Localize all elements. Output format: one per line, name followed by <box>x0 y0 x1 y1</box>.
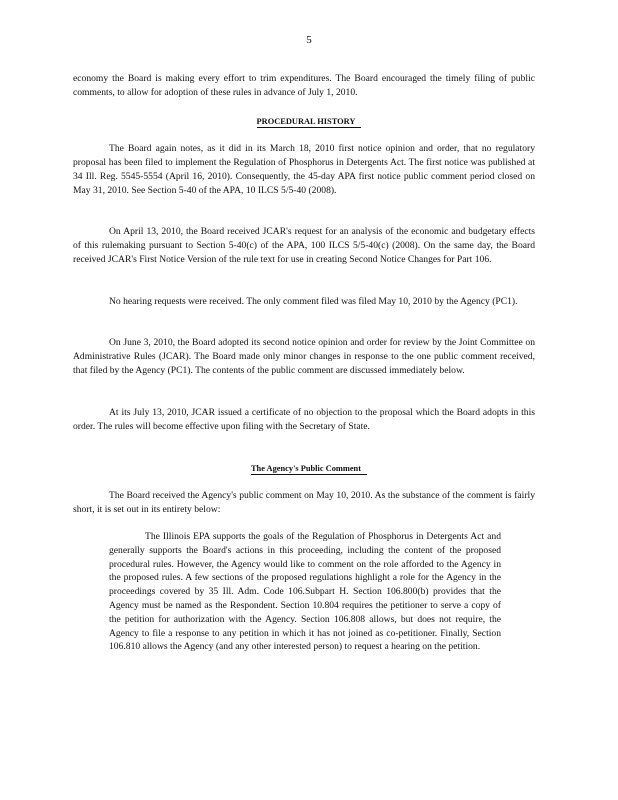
procedural-history-heading <box>0 117 618 128</box>
history-paragraph-2: On April 13, 2010, the Board received JCAR's request for an analysis of the economic and budgetary effects of this rulemaking pursuant to Section 5-40(c) of the APA, 100 ILCS 5/5-40(c) (2008). On the same day, the Board received JCAR's First Notice Version of the rule text for use in creating Second Notice Changes for Part 106. <box>73 226 535 265</box>
history-paragraph-5: At its July 13, 2010, JCAR issued a certificate of no objection to the proposal which the Board adopts in this order. The rules will become effective upon filing with the Secretary of State. <box>73 407 535 432</box>
agency-comment-quote: The Illinois EPA supports the goals of the Regulation of Phosphorus in Detergents Act and generally supports the Board's actions in this proceeding, including the content of the proposed procedural rules. However, the Agency would like to comment on the role afforded to the Agency in the proposed rules. A few sections of the proposed regulations highlight a role for the Agency in the proceedings covered by 35 Ill. Adm. Code 106.Subpart H. Section 106.800(b) provides that the Agency must be named as the Respondent. Section 10.804 requires the petitioner to serve a copy of the petition for authorization with the Agency. Section 106.808 allows, but does not require, the Agency to file a response to any petition in which it has not joined as co-petitioner. Finally, Section 106.810 allows the Agency (and any other interested person) to request a hearing on the petition. <box>109 531 501 653</box>
agency-comment-intro: The Board received the Agency's public comment on May 10, 2010. As the substance of the comment is fairly short, it is set out in its entirety below: <box>73 490 535 515</box>
history-paragraph-4: On June 3, 2010, the Board adopted its second notice opinion and order for review by the Joint Committee on Administrative Rules (JCAR). The Board made only minor changes in response to the one public comment received, that filed by the Agency (PC1). The contents of the public comment are discussed immediately below. <box>73 337 535 376</box>
agency-comment-heading <box>0 464 618 475</box>
history-paragraph-1: The Board again notes, as it did in its March 18, 2010 first notice opinion and order, that no regulatory proposal has been filed to implement the Regulation of Phosphorus in Detergents Act. The first notice was published at 34 Ill. Reg. 5545-5554 (April 16, 2010). Consequently, the 45-day APA first notice public comment period closed on May 31, 2010. See Section 5-40 of the APA, 10 ILCS 5/5-40 (2008). <box>73 143 535 196</box>
agency-comment-heading-text: The Agency's Public Comment <box>251 464 367 475</box>
page-number: 5 <box>306 34 312 46</box>
intro-paragraph: economy the Board is making every effort to trim expenditures. The Board encouraged the timely filing of public comments, to allow for adoption of these rules in advance of July 1, 2010. <box>73 73 535 98</box>
history-paragraph-3: No hearing requests were received. The only comment filed was filed May 10, 2010 by the Agency (PC1). <box>109 296 518 307</box>
procedural-history-heading-text: PROCEDURAL HISTORY <box>257 117 362 128</box>
